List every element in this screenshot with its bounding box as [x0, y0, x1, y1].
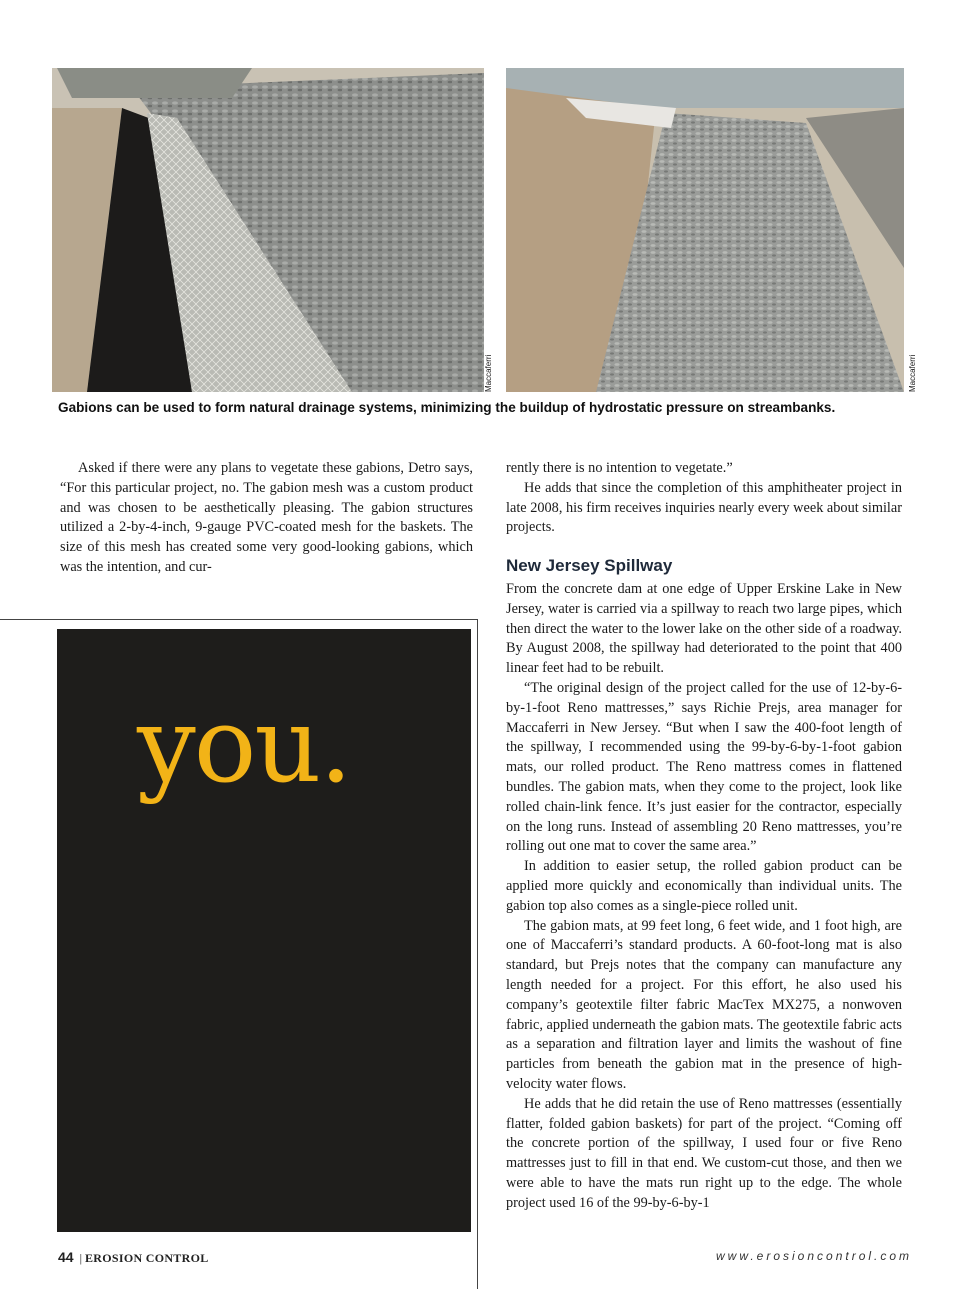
intro-paragraph: He adds that since the completion of this amphitheater project in late 2008, his firm receives inquiries nearly every week about similar projects.	[506, 479, 902, 536]
page-number: 44	[58, 1249, 74, 1265]
ad-headline: you.	[137, 684, 351, 806]
article-paragraph: He adds that he did retain the use of Reno mattresses (essentially flatter, folded gabion baskets) for part of the project. “Coming off the concrete portion of the spillway, I used four or five Reno mattresses just to fill in that end. We custom-cut those, and then we were able to have the mats run right up to the edge. The whole project used 16 of the 99-by-6-by-1	[506, 1095, 902, 1211]
article-paragraph: “The original design of the project called for the use of 12-by-6-by-1-foot Reno mattresses,” says Richie Prejs, area manager for Maccaferri in New Jersey. “But when I saw the 400-foot length of the spillway, I recommended using the 99-by-6-by-1-foot gabion mats, our rolled product. The Reno mattress comes in flattened bundles. The gabion mats, when they come to the project, look like rolled chain-link fence. It’s just easier for the contractor, especially on the long runs. Instead of assembling 20 Reno mattresses, you’re rolling out one mat to cover the same area.”	[506, 679, 902, 855]
left-column	[60, 459, 473, 578]
section-heading: New Jersey Spillway	[506, 556, 673, 576]
left-paragraph: Asked if there were any plans to vegetate these gabions, Detro says, “For this particular project, no. The gabion mesh was a custom product and was chosen to be aesthetically pleasing. The gabion structures utilized a 2-by-4-inch, 9-gauge PVC-coated mesh for the baskets. The size of this mesh has created some very good-looking gabions, which was the intention, and cur-	[60, 460, 473, 575]
footer-folio	[58, 1249, 209, 1266]
photo-caption: Gabions can be used to form natural drainage systems, minimizing the buildup of hydrostatic pressure on streambanks.	[58, 400, 836, 415]
article-paragraph: The gabion mats, at 99 feet long, 6 feet wide, and 1 foot high, are one of Maccaferri’s standard products. A 60-foot-long mat is also standard, but Prejs notes that the company can manufacture any length needed for a project. For this effort, he also used his company’s geotextile filter fabric MacTex MX275, a nonwoven fabric, applied underneath the gabion mats. The geotextile fabric acts as a separation and filtration layer and limits the washout of fine particles from beneath the gabion mat in the presence of high-velocity water flows.	[506, 917, 902, 1092]
ad-frame-side-rule	[477, 619, 478, 1289]
advertisement	[57, 629, 471, 1232]
photo-credit-left: Maccaferri	[484, 354, 493, 392]
article-paragraph: From the concrete dam at one edge of Upper Erskine Lake in New Jersey, water is carried via a spillway to reach two large pipes, which then direct the water to the lower lake on the other side of a roadway. By August 2008, the spillway had deteriorated to the point that 400 linear feet had to be rebuilt.	[506, 580, 902, 677]
ad-frame-top-rule	[0, 619, 477, 620]
gabion-channel-photo-left	[52, 68, 484, 392]
photo-credit-right: Maccaferri	[908, 354, 917, 392]
magazine-name: EROSION CONTROL	[84, 1251, 209, 1265]
footer-url[interactable]: www.erosioncontrol.com	[716, 1249, 913, 1263]
continuation-paragraph: rently there is no intention to vegetate.”	[506, 460, 733, 476]
right-column	[506, 459, 902, 1213]
folio-separator: |	[79, 1251, 82, 1265]
gabion-channel-photo-right	[506, 68, 904, 392]
article-paragraph: In addition to easier setup, the rolled gabion product can be applied more quickly and economically than individual units. The gabion top also comes as a single-piece rolled unit.	[506, 858, 902, 914]
